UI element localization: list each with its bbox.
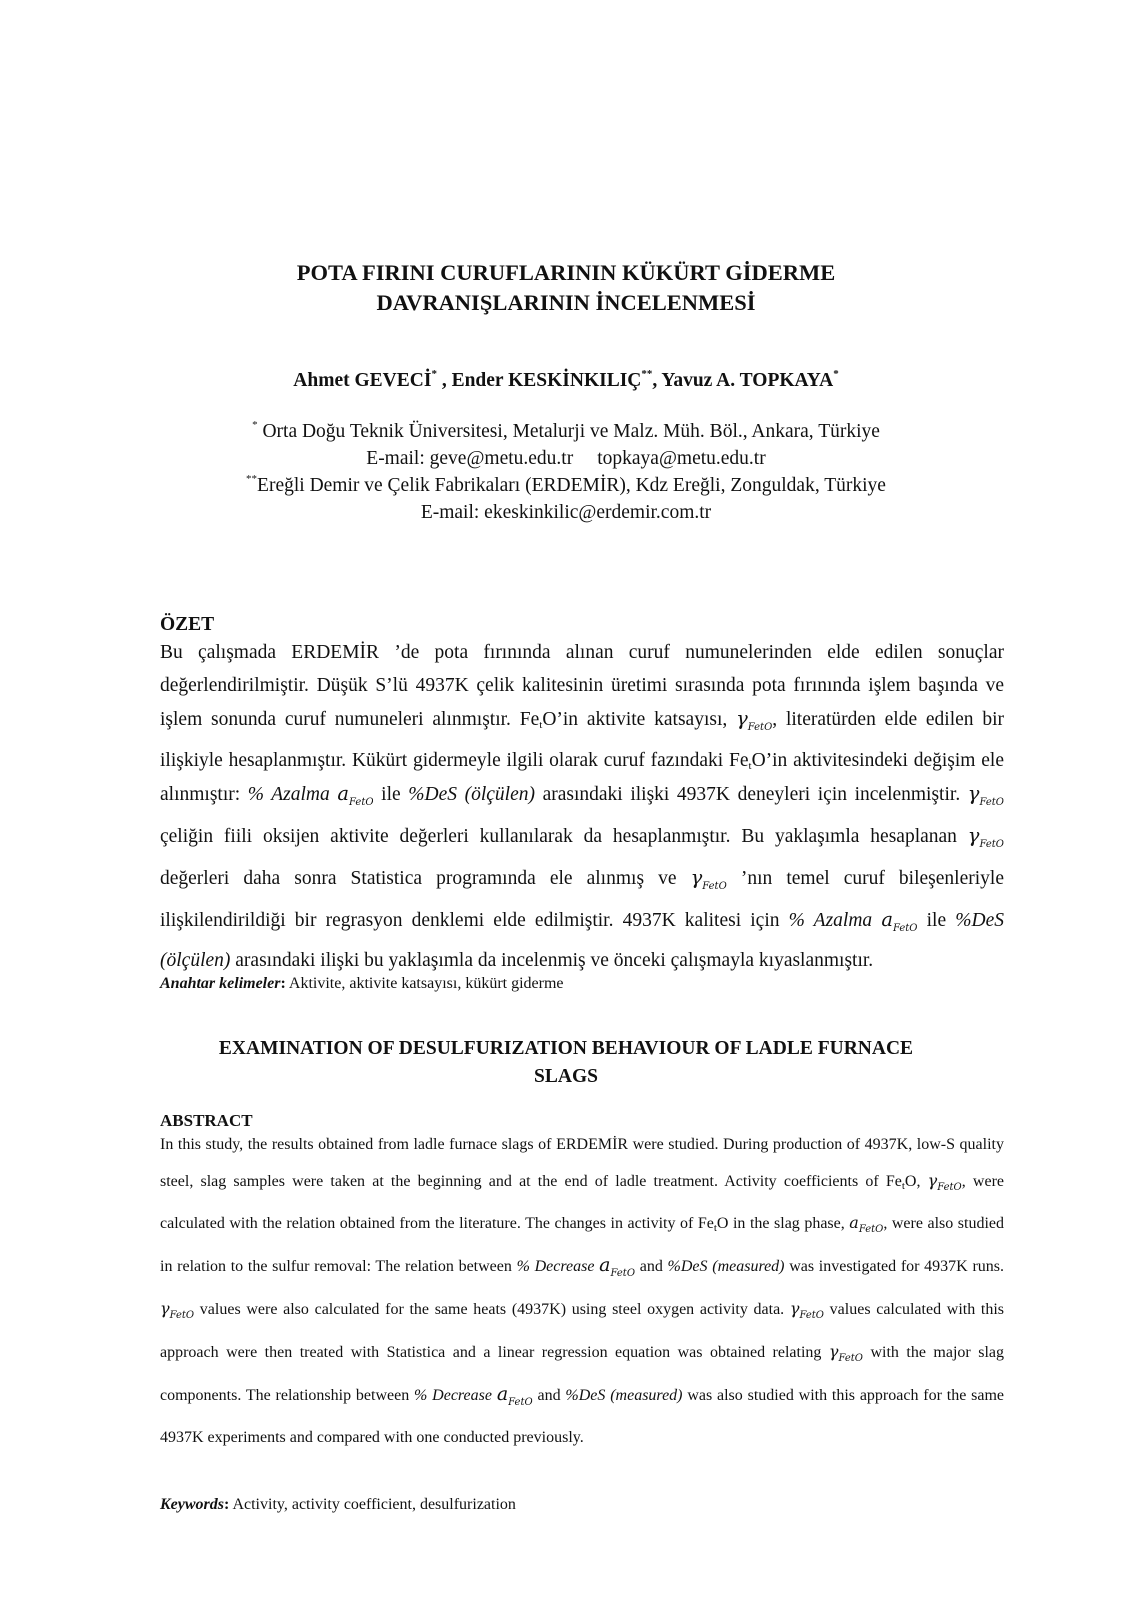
ozet-sub-t-2: t <box>748 759 752 772</box>
abs-text-4: O in the slag phase, <box>716 1215 850 1233</box>
sub-fe: Fe <box>508 1396 521 1408</box>
a-glyph: a <box>599 1253 611 1276</box>
sub-o: O <box>875 1224 884 1236</box>
sub-fe: Fe <box>838 1353 851 1365</box>
abs-text-2: O, <box>904 1172 928 1190</box>
ozet-azalma-1: % Azalma <box>247 783 330 805</box>
ozet-azalma-2: % Azalma <box>788 909 873 931</box>
affiliation-2-email[interactable]: E-mail: ekeskinkilic@erdemir.com.tr <box>420 502 712 523</box>
author-2-mark: ** <box>641 368 653 380</box>
gamma-symbol <box>967 781 1004 808</box>
sub-t: t <box>361 796 366 808</box>
author-3: , Yavuz A. TOPKAYA <box>652 370 834 391</box>
a-glyph: a <box>849 1213 859 1233</box>
sub-t: t <box>520 1396 525 1408</box>
gamma-symbol <box>967 823 1004 850</box>
sub-o: O <box>718 880 727 892</box>
ozet-sub-t-1: t <box>539 719 543 731</box>
email-topkaya[interactable]: topkaya@metu.edu.tr <box>597 448 766 469</box>
gamma-glyph: γ <box>789 1299 800 1319</box>
abs-decrease-2: % Decrease <box>414 1386 492 1404</box>
ozet-text-2: O’in aktivite katsayısı, <box>542 709 737 730</box>
sub-o: O <box>185 1310 195 1322</box>
ozet-text-8: ’nın temel curuf bileşenleriyle ilişkilendirildiği bir regrasyon denklemi elde edilmiştir. 4937K kalitesi için <box>160 867 1004 931</box>
sub-t: t <box>871 1224 876 1236</box>
sub-t: t <box>811 1310 816 1322</box>
sub-t: t <box>760 721 765 733</box>
sub-fe: Fe <box>169 1310 182 1322</box>
ozet-ile-2: ile <box>917 909 956 931</box>
sub-fe: Fe <box>937 1181 950 1193</box>
sub-fe: Fe <box>858 1224 872 1236</box>
affiliation-2-text: Ereğli Demir ve Çelik Fabrikaları (ERDEMİR), Kdz Ereğli, Zonguldak, Türkiye <box>257 475 886 496</box>
abstract-body <box>160 1127 1004 1455</box>
sub-t: t <box>850 1353 855 1365</box>
sub-t: t <box>991 838 996 850</box>
ozet-des-2: %DeS (ölçülen) <box>160 909 1004 972</box>
sub-fe: Fe <box>892 922 906 934</box>
affiliation-1 <box>0 418 1132 445</box>
sub-fe: Fe <box>979 838 992 850</box>
sub-o: O <box>626 1267 636 1279</box>
sub-fe: Fe <box>747 721 761 733</box>
ozet-text-7: değerleri daha sonra Statistica programında ele alınmış ve <box>160 867 691 889</box>
abs-and-2: and <box>532 1386 566 1404</box>
keywords <box>160 1496 516 1514</box>
affiliation-2-mark: ** <box>246 473 258 485</box>
title-line-2: DAVRANIŞLARININ İNCELENMESİ <box>376 290 756 315</box>
gamma-glyph: γ <box>927 1170 938 1190</box>
abstract-heading: ABSTRACT <box>160 1111 253 1130</box>
a-glyph: a <box>337 781 350 805</box>
abs-decrease-1: % Decrease <box>516 1257 595 1275</box>
abs-text-1: In this study, the results obtained from ladle furnace slags of ERDEMİR were studied. During production of 4937K, low-S quality steel, slag samples were taken at the beginning and at the end of ladle treatment. Activity coefficients of Fe <box>160 1136 1004 1190</box>
affiliation-2 <box>0 472 1132 499</box>
affiliation-1-mark: * <box>252 419 258 431</box>
gamma-glyph: γ <box>690 865 703 889</box>
sub-t: t <box>181 1310 186 1322</box>
abs-text-8: values calculated with this approach were then treated with Statistica and a linear regression equation was obtained relating <box>160 1301 1005 1361</box>
sub-o: O <box>953 1181 962 1193</box>
sub-t: t <box>949 1181 954 1193</box>
ozet-text-6: çeliğin fiili oksijen aktivite değerleri kullanılarak da hesaplanmıştır. Bu yaklaşımla hesaplanan <box>160 825 968 847</box>
sub-fe: Fe <box>979 796 992 808</box>
gamma-glyph: γ <box>967 781 980 805</box>
en-title-line-2: SLAGS <box>534 1066 598 1087</box>
english-title <box>0 1035 1132 1091</box>
keywords-label: Keywords <box>160 1496 224 1513</box>
activity-symbol <box>599 1253 636 1279</box>
sub-fe: Fe <box>702 880 715 892</box>
sub-o: O <box>815 1310 824 1322</box>
gamma-symbol <box>789 1299 824 1322</box>
sub-o: O <box>995 796 1004 808</box>
sub-fe: Fe <box>349 796 362 808</box>
sub-o: O <box>854 1353 863 1365</box>
affiliations <box>0 418 1132 526</box>
sub-o: O <box>764 721 773 733</box>
gamma-glyph: γ <box>736 707 748 730</box>
abs-text-3: , were calculated with the relation obtained from the literature. The changes in activity of Fe <box>160 1172 1005 1233</box>
gamma-glyph: γ <box>828 1341 839 1361</box>
ozet-text-4: O’in aktivitesindeki değişim ele alınmıştır: <box>160 749 1005 805</box>
abs-des-1: %DeS (measured) <box>667 1257 785 1275</box>
abs-text-10: was also studied with this approach for the same 4937K experiments and compared with one conducted previously. <box>160 1386 1004 1446</box>
author-3-mark: * <box>833 368 839 380</box>
sub-o: O <box>909 922 918 934</box>
anahtar-kelimeler <box>160 975 564 993</box>
paper-title <box>0 258 1132 318</box>
gamma-symbol <box>690 865 727 892</box>
sub-t: t <box>714 880 719 892</box>
abs-sub-t-1: t <box>901 1179 905 1192</box>
abs-and-1: and <box>635 1257 668 1275</box>
gamma-symbol <box>828 1341 863 1365</box>
sub-fe: Fe <box>610 1267 623 1279</box>
sub-fe: Fe <box>799 1310 812 1322</box>
activity-symbol <box>849 1213 884 1236</box>
title-line-1: POTA FIRINI CURUFLARININ KÜKÜRT GİDERME <box>296 260 836 285</box>
author-1-mark: * <box>431 368 437 380</box>
abs-text-6: was investigated for 4937K runs. <box>784 1257 1004 1275</box>
affiliation-1-emails <box>0 445 1132 472</box>
gamma-glyph: γ <box>160 1299 170 1319</box>
sub-o: O <box>524 1396 533 1408</box>
ozet-text-5: arasındaki ilişki 4937K deneyleri için incelenmiştir. <box>534 783 968 805</box>
ozet-text-10: arasındaki ilişki bu yaklaşımla da incelenmiş ve önceki çalışmayla kıyaslanmıştır. <box>230 950 874 972</box>
gamma-symbol <box>160 1299 195 1322</box>
anahtar-label: Anahtar kelimeler <box>160 975 281 992</box>
sub-t: t <box>905 922 910 934</box>
en-title-line-1: EXAMINATION OF DESULFURIZATION BEHAVIOUR OF LADLE FURNACE <box>218 1038 914 1059</box>
activity-symbol <box>496 1382 533 1408</box>
sub-o: O <box>995 838 1004 850</box>
email-geve[interactable]: E-mail: geve@metu.edu.tr <box>366 448 574 469</box>
author-1: Ahmet GEVECİ <box>293 370 432 391</box>
a-glyph: a <box>881 907 893 931</box>
ozet-body <box>160 636 1004 977</box>
ozet-heading: ÖZET <box>160 614 215 635</box>
activity-symbol <box>881 907 918 934</box>
keywords-colon: : <box>224 1496 230 1513</box>
ozet-text-3: , literatürden elde edilen bir ilişkiyle hesaplanmıştır. Kükürt gidermeyle ilgili olarak curuf fazındaki Fe <box>160 709 1005 771</box>
gamma-symbol <box>736 707 773 733</box>
a-glyph: a <box>496 1382 509 1405</box>
author-list <box>0 370 1132 392</box>
sub-o: O <box>365 796 374 808</box>
affiliation-1-text: Orta Doğu Teknik Üniversitesi, Metalurji ve Malz. Müh. Böl., Ankara, Türkiye <box>257 421 880 442</box>
sub-t: t <box>991 796 996 808</box>
anahtar-text: Aktivite, aktivite katsayısı, kükürt giderme <box>285 975 564 992</box>
abs-text-9: with the major slag components. The relationship between <box>160 1343 1004 1404</box>
anahtar-colon: : <box>280 975 286 992</box>
abs-text-5: , were also studied in relation to the sulfur removal: The relation between <box>160 1215 1005 1275</box>
abs-text-7: values were also calculated for the same heats (4937K) using steel oxygen activity data. <box>194 1301 790 1319</box>
keywords-text: Activity, activity coefficient, desulfurization <box>229 1496 516 1513</box>
activity-symbol <box>337 781 374 808</box>
gamma-symbol <box>927 1170 962 1193</box>
ozet-ile-1: ile <box>373 783 409 805</box>
abs-sub-t-2: t <box>713 1222 717 1235</box>
abs-des-2: %DeS (measured) <box>565 1386 683 1404</box>
gamma-glyph: γ <box>967 823 980 847</box>
author-2: , Ender KESKİNKILIÇ <box>436 370 642 391</box>
ozet-text-1: Bu çalışmada ERDEMİR ’de pota fırınında alınan curuf numunelerinden elde edilen sonuçlar değerlendirilmiştir. Düşük S’lü 4937K çelik kalitesinin üretimi sırasında pota fırınında işlem başında ve işlem sonunda curuf numuneleri alınmıştır. Fe <box>160 642 1004 730</box>
ozet-des-1: %DeS (ölçülen) <box>408 783 535 805</box>
sub-t: t <box>622 1267 627 1279</box>
